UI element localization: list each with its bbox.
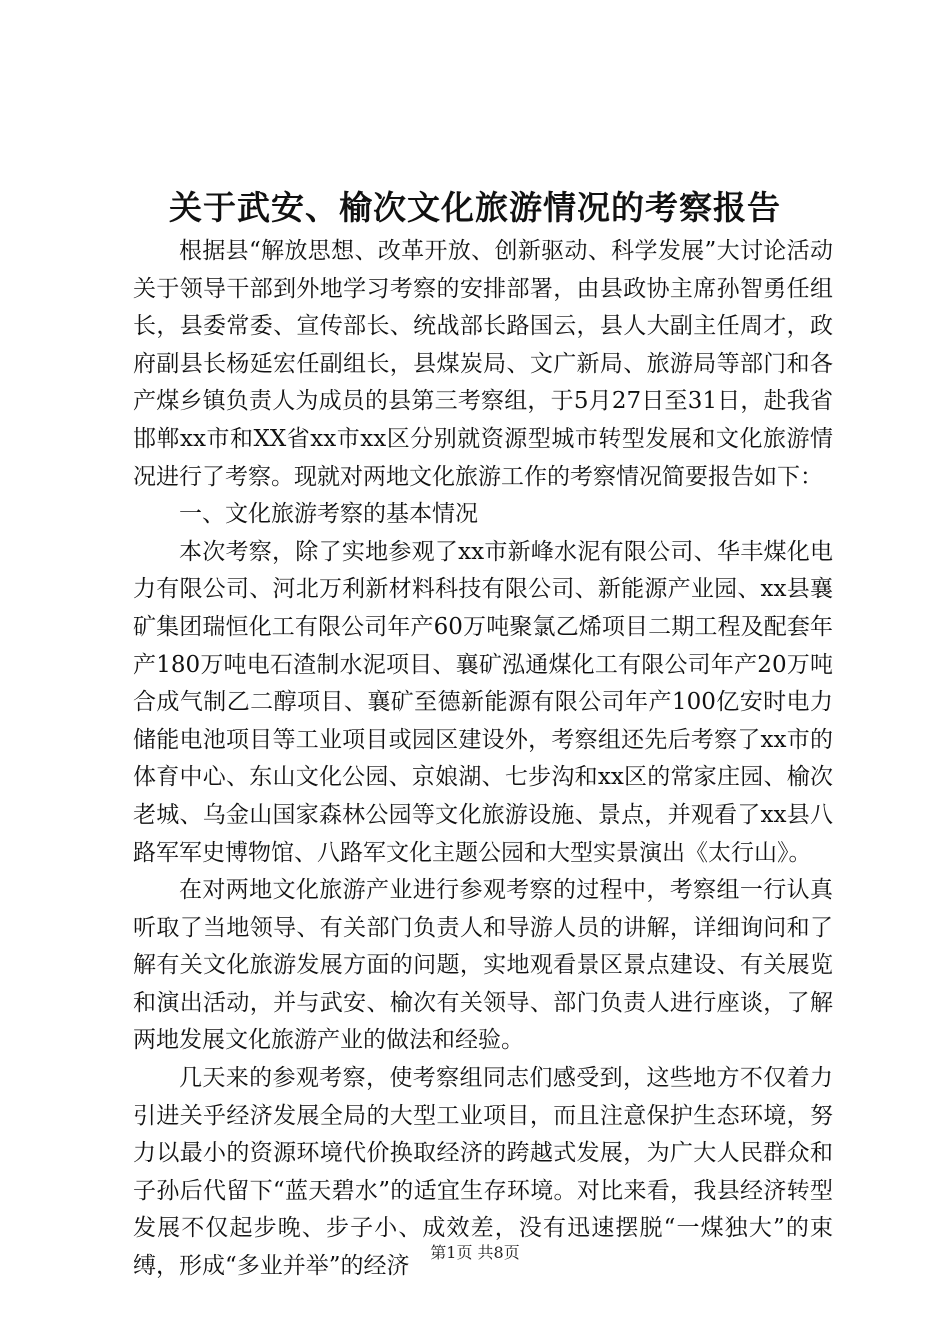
page-number-footer: 第1页 共8页: [430, 1243, 520, 1262]
document-body: [133, 233, 833, 1286]
paragraph-intro: 根据县“解放思想、改革开放、创新驱动、科学发展”大讨论活动关于领导干部到外地学习考察的安排部署，由县政协主席孙智勇任组长，县委常委、宣传部长、统战部长路国云，县人大副主任周才，政府副县长杨延宏任副组长，县煤炭局、文广新局、旅游局等部门和各产煤乡镇负责人为成员的县第三考察组，于5月27日至31日，赴我省邯郸xx市和XX省xx市xx区分别就资源型城市转型发展和文化旅游情况进行了考察。现就对两地文化旅游工作的考察情况简要报告如下：: [133, 238, 833, 490]
paragraph-inspection-process: 在对两地文化旅游产业进行参观考察的过程中，考察组一行认真听取了当地领导、有关部门负责人和导游人员的讲解，详细询问和了解有关文化旅游发展方面的问题，实地观看景区景点建设、有关展览和演出活动，并与武安、榆次有关领导、部门负责人进行座谈，了解两地发展文化旅游产业的做法和经验。: [133, 877, 833, 1054]
document-title: 关于武安、榆次文化旅游情况的考察报告: [169, 188, 781, 227]
section-heading-1: 一、文化旅游考察的基本情况: [179, 501, 478, 528]
paragraph-inspection-scope: 本次考察，除了实地参观了xx市新峰水泥有限公司、华丰煤化电力有限公司、河北万利新材料科技有限公司、新能源产业园、xx县襄矿集团瑞恒化工有限公司年产60万吨聚氯乙烯项目二期工程及配套年产180万吨电石渣制水泥项目、襄矿泓通煤化工有限公司年产20万吨合成气制乙二醇项目、襄矿至德新能源有限公司年产100亿安时电力储能电池项目等工业项目或园区建设外，考察组还先后考察了xx市的体育中心、东山文化公园、京娘湖、七步沟和xx区的常家庄园、榆次老城、乌金山国家森林公园等文化旅游设施、景点，并观看了xx县八路军军史博物馆、八路军文化主题公园和大型实景演出《太行山》。: [133, 538, 833, 866]
paragraph-impressions: 几天来的参观考察，使考察组同志们感受到，这些地方不仅着力引进关乎经济发展全局的大型工业项目，而且注意保护生态环境，努力以最小的资源环境代价换取经济的跨越式发展，为广大人民群众和子孙后代留下“蓝天碧水”的适宜生存环境。对比来看，我县经济转型发展不仅起步晚、步子小、成效差，没有迅速摆脱“一煤独大”的束缚，形成“多业并举”的经济: [133, 1065, 833, 1280]
